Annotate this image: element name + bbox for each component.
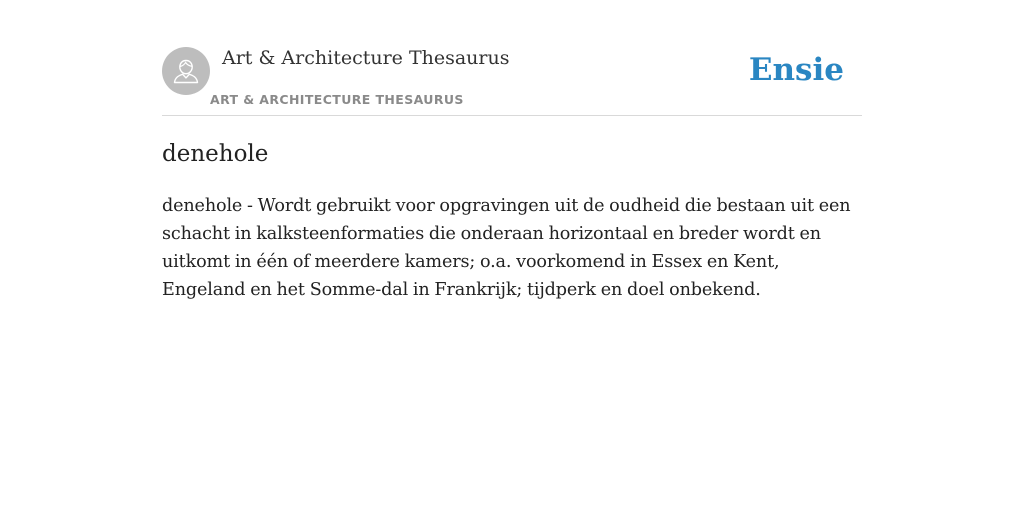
entry-title: denehole <box>162 141 269 167</box>
author-avatar[interactable] <box>162 47 210 95</box>
source-label: ART & ARCHITECTURE THESAURUS <box>210 92 464 107</box>
entry-definition: denehole - Wordt gebruikt voor opgravingen uit de oudheid die bestaan uit een schacht in kalksteenformaties die onderaan horizontaal en breder wordt en uitkomt in één of meerdere kamers; o.a. voorkomend in Essex en Kent, Engeland en het Somme-dal in Frankrijk; tijdperk en doel onbekend. <box>162 196 851 300</box>
entry-header <box>162 46 862 116</box>
ensie-logo[interactable]: Ensie <box>748 52 844 88</box>
user-silhouette-icon <box>162 47 210 95</box>
author-name-link[interactable]: Art & Architecture Thesaurus <box>222 47 510 69</box>
